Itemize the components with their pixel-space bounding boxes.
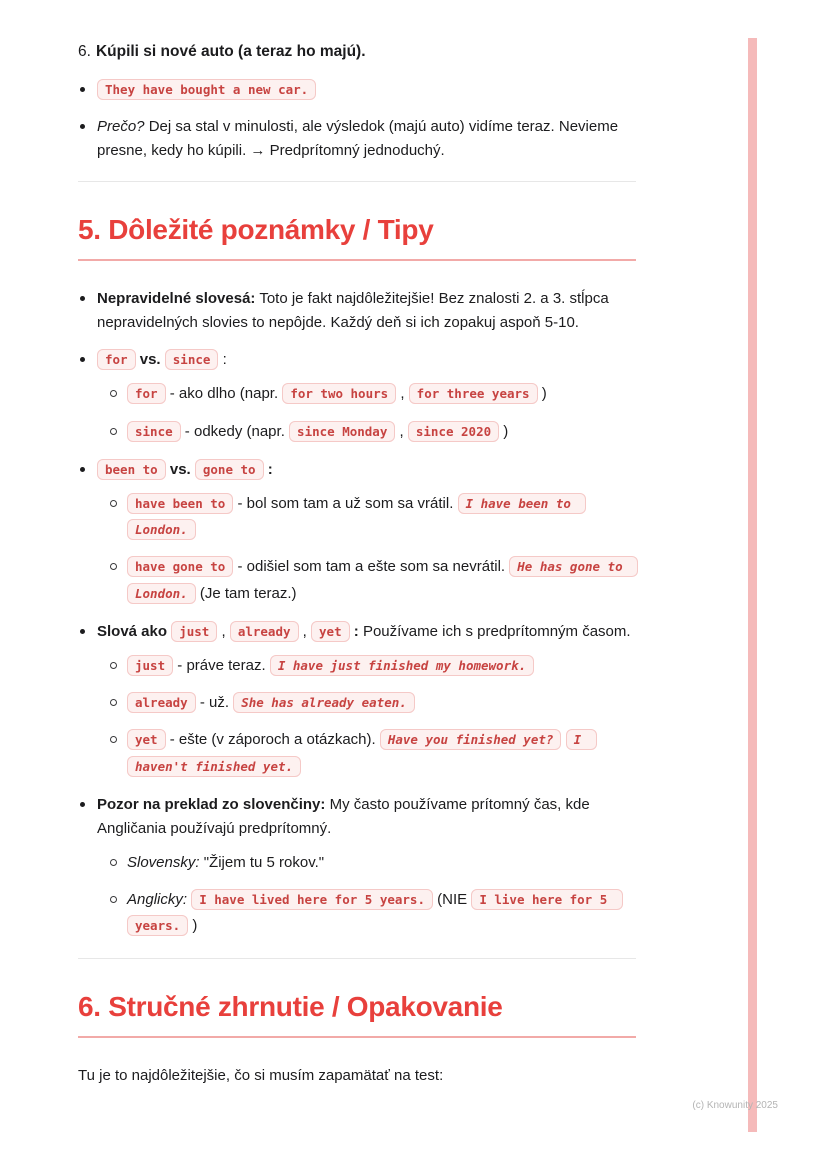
- sub-bullet-list: [110, 850, 636, 940]
- bullet-text: [97, 290, 609, 331]
- code-chunk: He has gone to London.: [127, 556, 638, 603]
- code-chunk: already: [127, 692, 196, 713]
- text-segment: Kúpili si nové auto (a teraz ho majú).: [95, 43, 366, 60]
- text-segment: (Je tam teraz.): [195, 584, 297, 602]
- code-chunk: for two hours: [282, 383, 396, 404]
- text-segment: (NIE: [432, 891, 472, 908]
- code-chunk: for three years: [409, 383, 538, 404]
- sub-bullet-item: [110, 554, 636, 607]
- text-segment: Nepravidelné slovesá:: [97, 290, 256, 308]
- code-chunk: I have just finished my homework.: [270, 655, 534, 676]
- sub-bullet-list: [110, 653, 636, 780]
- example-bullet-list: [78, 78, 636, 163]
- section6-heading: 6. Stručné zhrnutie / Opakovanie: [78, 989, 636, 1038]
- watermark: (c) Knowunity 2025: [692, 1100, 778, 1111]
- page-content: [78, 40, 636, 1088]
- sub-bullet-item: [110, 690, 636, 716]
- text-segment: - ako dlho (napr.: [165, 385, 283, 403]
- code-chunk: since: [165, 349, 219, 370]
- text-segment: :: [263, 460, 273, 478]
- text-segment: ,: [217, 622, 230, 640]
- example-item-6: [78, 40, 636, 63]
- code-chunk: have gone to: [127, 556, 233, 577]
- bullet-item: [78, 458, 636, 607]
- sub-bullet-text: [127, 495, 586, 538]
- sub-bullet-item: [110, 887, 636, 940]
- text-segment: ): [499, 422, 509, 440]
- sub-bullet-text: [127, 558, 638, 601]
- code-chunk: They have bought a new car.: [97, 79, 316, 100]
- text-segment: Toto je fakt najdôležitejšie! Bez znalosti 2. a 3. stĺpca nepravidelných slovies to nepôjde. Každý deň si ich zopakuj aspoň 5-10.: [97, 290, 609, 332]
- text-segment: "Žijem tu 5 rokov.": [199, 853, 325, 871]
- sub-bullet-item: [110, 653, 636, 679]
- bullet-text: [97, 118, 618, 159]
- text-segment: Slovensky:: [127, 853, 200, 871]
- code-chunk: for: [97, 349, 136, 370]
- section5-heading: 5. Dôležité poznámky / Tipy: [78, 212, 636, 261]
- text-segment: vs.: [165, 460, 195, 478]
- bullet-item: [78, 348, 636, 445]
- text-segment: - odišiel som tam a ešte som sa nevrátil.: [233, 558, 510, 576]
- text-segment: Dej sa stal v minulosti, ale výsledok (majú auto) vidíme teraz. Nevieme presne, kedy ho kúpili. → Predprítomný jednoduchý.: [97, 118, 619, 160]
- text-segment: ): [537, 385, 547, 403]
- code-chunk: I haven't finished yet.: [127, 729, 597, 776]
- bullet-item: [78, 78, 636, 102]
- code-chunk: since: [127, 421, 181, 442]
- code-chunk: She has already eaten.: [233, 692, 415, 713]
- code-chunk: already: [230, 621, 299, 642]
- code-chunk: Have you finished yet?: [380, 729, 562, 750]
- text-segment: - odkedy (napr.: [180, 422, 290, 440]
- bullet-text: [97, 81, 316, 98]
- sub-bullet-text: [127, 423, 508, 440]
- sub-bullet-list: [110, 381, 636, 445]
- sub-bullet-text: [127, 657, 534, 674]
- sub-bullet-text: [127, 385, 547, 402]
- code-chunk: yet: [311, 621, 350, 642]
- bullet-text: [97, 623, 631, 640]
- code-chunk: yet: [127, 729, 166, 750]
- code-chunk: just: [127, 655, 173, 676]
- sub-bullet-list: [110, 491, 636, 607]
- item-number: 6.: [78, 43, 91, 60]
- text-segment: :: [349, 622, 359, 640]
- text-segment: - už.: [195, 694, 234, 711]
- summary-intro-paragraph: Tu je to najdôležitejšie, čo si musím zapamätať na test:: [78, 1066, 444, 1084]
- text-segment: - práve teraz.: [173, 656, 270, 674]
- text-segment: My často používame prítomný čas, kde Angličania používajú predprítomný.: [97, 795, 590, 837]
- bullet-text: [97, 461, 273, 478]
- code-chunk: I have been to London.: [127, 493, 586, 540]
- sub-bullet-text: [127, 854, 324, 871]
- bullet-text: [97, 351, 227, 368]
- text-segment: :: [218, 351, 227, 369]
- text-segment: vs.: [135, 351, 165, 369]
- code-chunk: since Monday: [289, 421, 395, 442]
- text-segment: [561, 731, 565, 748]
- text-segment: - ešte (v záporoch a otázkach).: [165, 731, 380, 749]
- bullet-item: [78, 620, 636, 780]
- code-chunk: for: [127, 383, 166, 404]
- sub-bullet-item: [110, 491, 636, 544]
- text-segment: Prečo?: [97, 118, 145, 136]
- sub-bullet-text: [127, 891, 623, 934]
- code-chunk: have been to: [127, 493, 233, 514]
- bullet-item: [78, 287, 636, 335]
- text-segment: Anglicky:: [127, 891, 188, 908]
- text-segment: ,: [395, 422, 408, 440]
- text-segment: - bol som tam a už som sa vrátil.: [233, 494, 458, 512]
- section-divider: [78, 181, 636, 182]
- section-divider: [78, 958, 636, 959]
- sub-bullet-item: [110, 419, 636, 445]
- sub-bullet-item: [110, 727, 636, 780]
- sub-bullet-text: [127, 694, 415, 711]
- bullet-item: [78, 115, 636, 163]
- page-edge-bar: [748, 38, 757, 1132]
- text-segment: ): [188, 917, 198, 935]
- text-segment: Pozor na preklad zo slovenčiny:: [97, 795, 326, 813]
- bullet-text: [97, 796, 590, 837]
- code-chunk: just: [171, 621, 217, 642]
- code-chunk: gone to: [195, 459, 264, 480]
- tips-list: [78, 287, 636, 939]
- code-chunk: I have lived here for 5 years.: [191, 889, 433, 910]
- code-chunk: since 2020: [408, 421, 499, 442]
- sub-bullet-item: [110, 381, 636, 407]
- bullet-item: [78, 793, 636, 940]
- text-segment: Slová ako: [97, 622, 172, 640]
- code-chunk: been to: [97, 459, 166, 480]
- text-segment: Používame ich s predprítomným časom.: [358, 622, 631, 640]
- sub-bullet-text: [127, 731, 597, 774]
- text-segment: ,: [298, 622, 312, 640]
- text-segment: ,: [396, 385, 409, 403]
- item-title: [96, 43, 366, 60]
- sub-bullet-item: [110, 850, 636, 876]
- code-chunk: I live here for 5 years.: [127, 889, 623, 936]
